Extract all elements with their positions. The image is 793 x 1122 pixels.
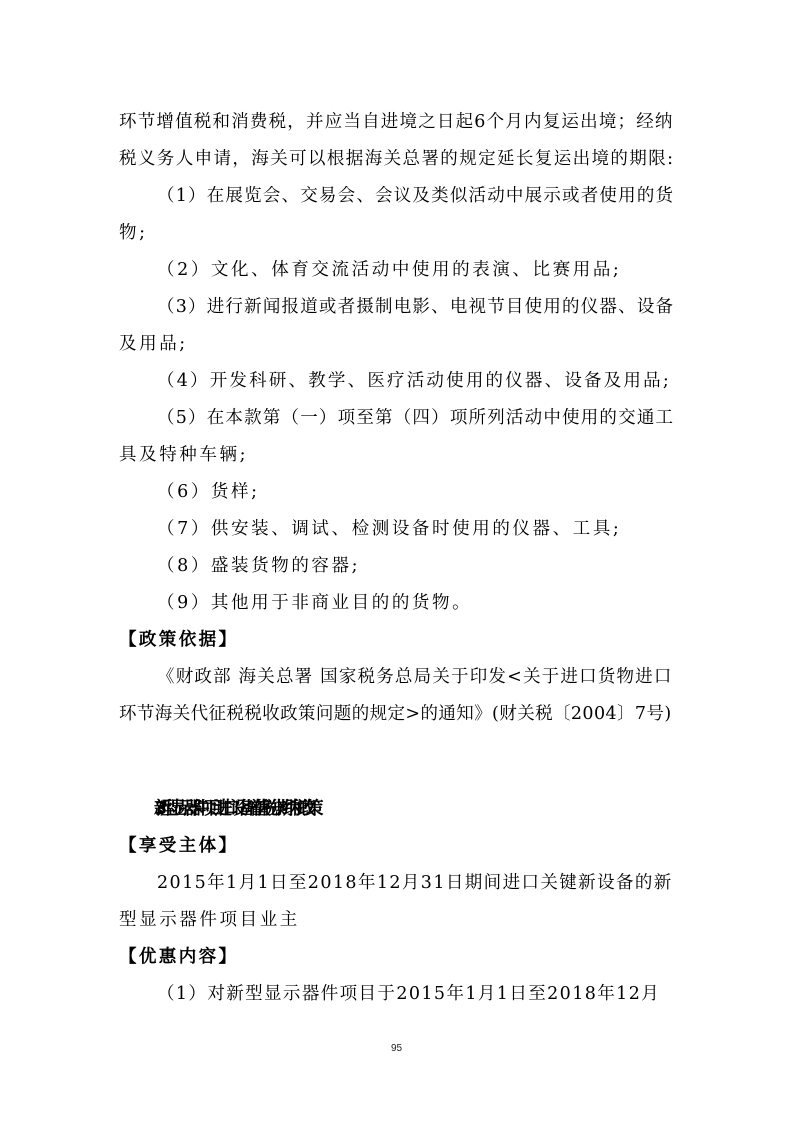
page-number: 95 (390, 1043, 403, 1054)
body-text-line: 具及特种车辆; (119, 445, 249, 465)
body-text-line: 环节增值税和消费税，并应当自进境之日起6个月内复运出境；经纳 (119, 112, 674, 132)
list-item-3: （3）进行新闻报道或者摄制电影、电视节目使用的仪器、设备 (157, 297, 675, 317)
section-label-policy-basis: 【政策依据】 (119, 630, 239, 650)
list-item-2: （2）文化、体育交流活动中使用的表演、比赛用品; (157, 260, 622, 280)
body-text-line: 型显示器件项目业主 (119, 910, 300, 930)
body-text-line: 及用品; (119, 334, 188, 354)
section-label-beneficiary: 【享受主体】 (119, 836, 239, 856)
list-item-1: （1）在展览会、交易会、会议及类似活动中展示或者使用的货 (157, 186, 675, 206)
list-item-6: （6）货样; (157, 482, 260, 502)
list-item-9: （9）其他用于非商业目的的货物。 (157, 593, 473, 613)
list-item-8: （8）盛装货物的容器; (157, 556, 361, 576)
body-text-line: 物; (119, 223, 148, 243)
section-heading: 3.新型显示器件项目进口设备增值税分期纳税政策 (155, 799, 314, 819)
list-item-1: （1）对新型显示器件项目于2015年1月1日至2018年12月 (157, 984, 661, 1004)
body-text-line: 2015年1月1日至2018年12月31日期间进口关键新设备的新 (157, 873, 673, 893)
list-item-5: （5）在本款第（一）项至第（四）项所列活动中使用的交通工 (157, 408, 675, 428)
citation-text: 《财政部 海关总署 国家税务总局关于印发<关于进口货物进口 (157, 667, 673, 687)
list-item-7: （7）供安装、调试、检测设备时使用的仪器、工具; (157, 519, 622, 539)
list-item-4: （4）开发科研、教学、医疗活动使用的仪器、设备及用品; (157, 371, 671, 391)
section-label-preferential-content: 【优惠内容】 (119, 947, 239, 967)
body-text-line: 税义务人申请，海关可以根据海关总署的规定延长复运出境的期限: (119, 149, 675, 169)
citation-text: 环节海关代征税税收政策问题的规定>的通知》(财关税〔2004〕7号) (119, 704, 672, 724)
